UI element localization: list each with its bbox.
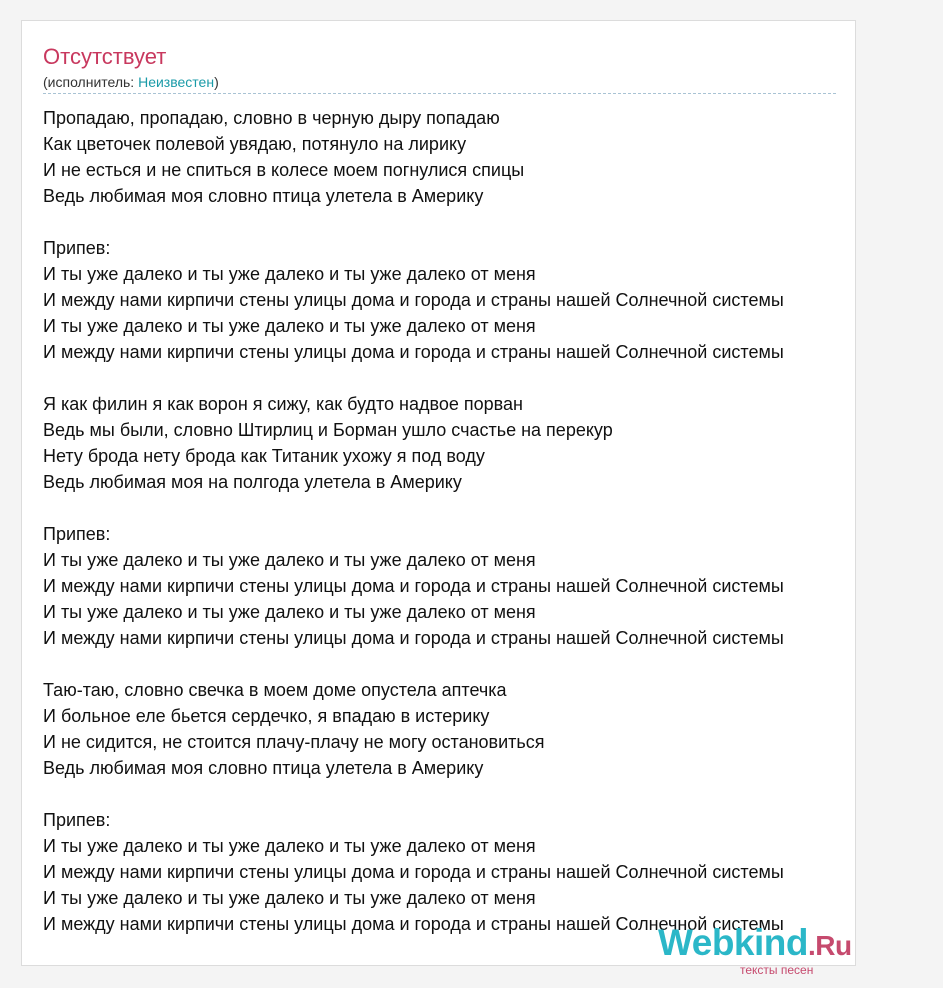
lyrics-line: И ты уже далеко и ты уже далеко и ты уже далеко от меня bbox=[43, 888, 536, 908]
logo-brand: Webkind bbox=[658, 922, 808, 963]
lyrics-text bbox=[43, 105, 943, 937]
lyrics-line: Ведь любимая моя словно птица улетела в Америку bbox=[43, 186, 484, 206]
lyrics-line: И между нами кирпичи стены улицы дома и города и страны нашей Солнечной системы bbox=[43, 342, 784, 362]
lyrics-line: Я как филин я как ворон я сижу, как будто надвое порван bbox=[43, 394, 523, 414]
lyrics-line: И ты уже далеко и ты уже далеко и ты уже далеко от меня bbox=[43, 550, 536, 570]
lyrics-line: Как цветочек полевой увядаю, потянуло на лирику bbox=[43, 134, 467, 154]
lyrics-blank-line bbox=[43, 651, 943, 677]
lyrics-line: И между нами кирпичи стены улицы дома и города и страны нашей Солнечной системы bbox=[43, 862, 784, 882]
lyrics-line: И не есться и не спиться в колесе моем погнулися спицы bbox=[43, 160, 525, 180]
lyrics-line: И не сидится, не стоится плачу-плачу не могу остановиться bbox=[43, 732, 545, 752]
lyrics-line: Припев: bbox=[43, 810, 111, 830]
lyrics-blank-line bbox=[43, 365, 943, 391]
lyrics-line: И между нами кирпичи стены улицы дома и города и страны нашей Солнечной системы bbox=[43, 576, 784, 596]
lyrics-card bbox=[21, 20, 856, 977]
artist-suffix: ) bbox=[214, 74, 219, 90]
lyrics-line: И ты уже далеко и ты уже далеко и ты уже далеко от меня bbox=[43, 316, 536, 336]
logo-tagline: тексты песен bbox=[740, 963, 814, 977]
lyrics-line: Таю-таю, словно свечка в моем доме опустела аптечка bbox=[43, 680, 507, 700]
lyrics-line: Припев: bbox=[43, 238, 111, 258]
artist-prefix: (исполнитель: bbox=[43, 74, 139, 90]
lyrics-line: Ведь любимая моя на полгода улетела в Америку bbox=[43, 472, 462, 492]
lyrics-line: Нету брода нету брода как Титаник ухожу я под воду bbox=[43, 446, 485, 466]
lyrics-line: И между нами кирпичи стены улицы дома и города и страны нашей Солнечной системы bbox=[43, 914, 784, 934]
artist-link[interactable]: Неизвестен bbox=[138, 74, 215, 90]
lyrics-line: И между нами кирпичи стены улицы дома и города и страны нашей Солнечной системы bbox=[43, 290, 784, 310]
lyrics-line: И больное еле бьется сердечко, я впадаю в истерику bbox=[43, 706, 490, 726]
lyrics-line: И ты уже далеко и ты уже далеко и ты уже далеко от меня bbox=[43, 264, 536, 284]
header-divider bbox=[43, 93, 836, 94]
lyrics-line: Ведь любимая моя словно птица улетела в Америку bbox=[43, 758, 484, 778]
lyrics-line: Припев: bbox=[43, 524, 111, 544]
lyrics-line: И ты уже далеко и ты уже далеко и ты уже далеко от меня bbox=[43, 836, 536, 856]
logo-wordmark bbox=[658, 923, 852, 966]
lyrics-line: Пропадаю, пропадаю, словно в черную дыру попадаю bbox=[43, 108, 500, 128]
logo-tld: .Ru bbox=[808, 930, 852, 961]
artist-line bbox=[43, 73, 219, 91]
lyrics-blank-line bbox=[43, 781, 943, 807]
lyrics-line: И между нами кирпичи стены улицы дома и города и страны нашей Солнечной системы bbox=[43, 628, 784, 648]
song-title: Отсутствует bbox=[43, 44, 167, 69]
lyrics-blank-line bbox=[43, 495, 943, 521]
webkind-logo[interactable] bbox=[658, 922, 858, 977]
lyrics-line: И ты уже далеко и ты уже далеко и ты уже далеко от меня bbox=[43, 602, 536, 622]
lyrics-blank-line bbox=[43, 209, 943, 235]
lyrics-line: Ведь мы были, словно Штирлиц и Борман ушло счастье на перекур bbox=[43, 420, 613, 440]
